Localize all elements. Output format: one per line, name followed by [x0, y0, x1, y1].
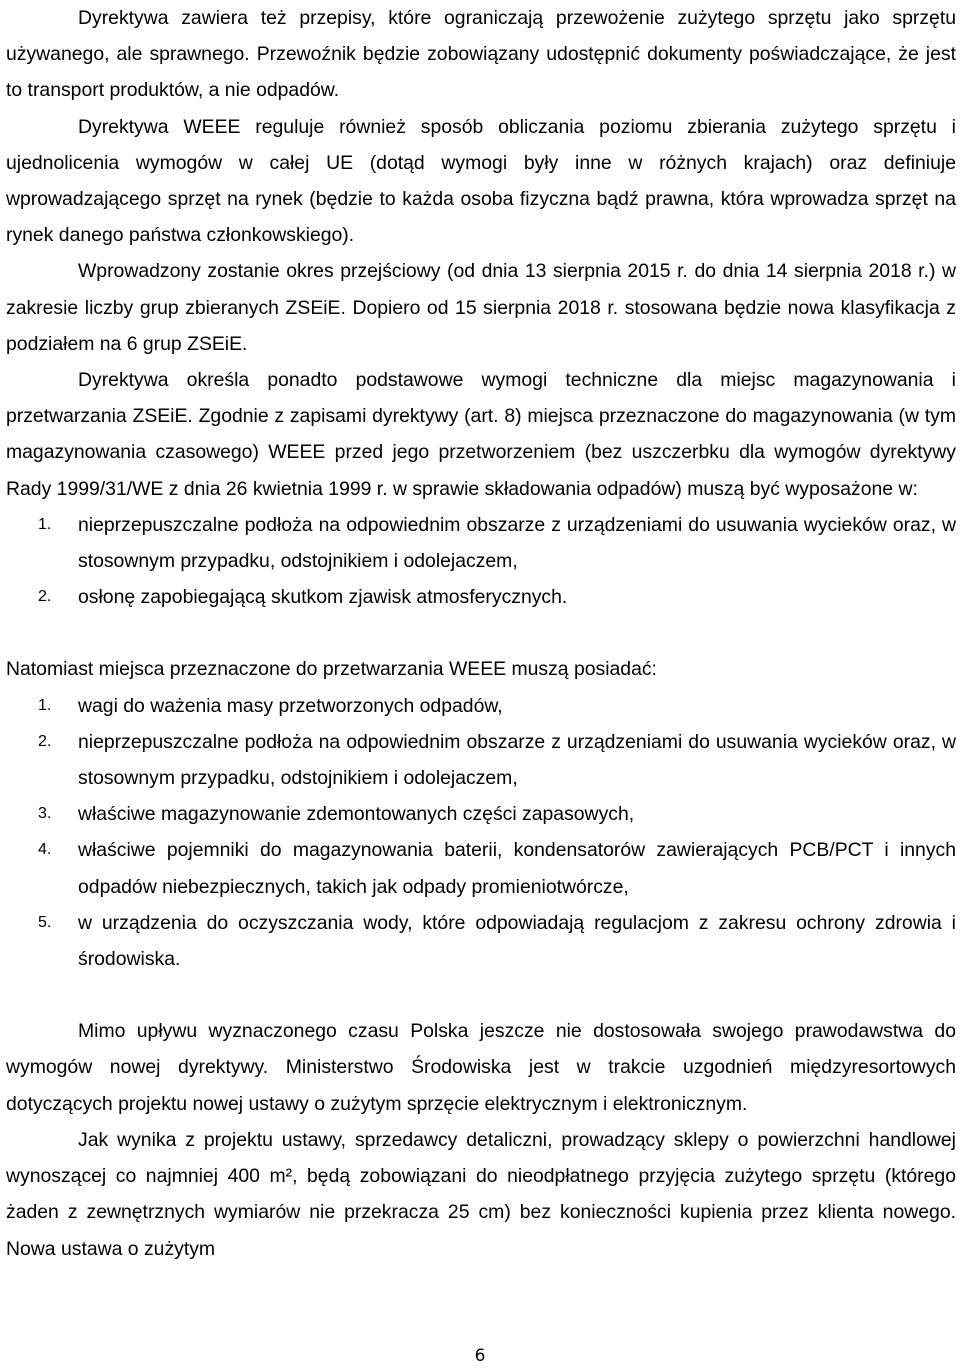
list-item-number: 1.	[38, 696, 52, 714]
list-item-text: nieprzepuszczalne podłoża na odpowiednim obszarze z urządzeniami do usuwania wycieków oraz, w stosownym przypadku, odstojnikiem i odolejaczem,	[78, 730, 956, 790]
paragraph-intro: Dyrektywa zawiera też przepisy, które ograniczają przewożenie zużytego sprzętu jako sprzętu używanego, ale sprawnego. Przewoźnik będzie zobowiązany udostępnić dokumenty poświadczające, że jest to transport produktów, a nie odpadów.	[6, 7, 956, 102]
paragraph-processing-requirements: Natomiast miejsca przeznaczone do przetwarzania WEEE muszą posiadać:	[6, 658, 657, 681]
paragraph-weee-collection: Dyrektywa WEEE reguluje również sposób obliczania poziomu zbierania zużytego sprzętu i ujednolicenia wymogów w całej UE (dotąd wymogi były inne w różnych krajach) oraz definiuje wprowadzającego sprzęt na rynek (będzie to każda osoba fizyczna bądź prawna, która wprowadza sprzęt na rynek danego państwa członkowskiego).	[6, 115, 956, 247]
list-item-number: 2.	[38, 588, 52, 606]
list-item-text: właściwe magazynowanie zdemontowanych części zapasowych,	[78, 803, 635, 826]
page-number: 6	[474, 1346, 486, 1366]
list-item-text: wagi do ważenia masy przetworzonych odpadów,	[78, 694, 503, 717]
list-item	[6, 724, 956, 796]
storage-requirements-list	[6, 507, 956, 616]
list-item	[6, 832, 956, 904]
paragraph-poland-status: Mimo upływu wyznaczonego czasu Polska jeszcze nie dostosowała swojego prawodawstwa do wymogów nowej dyrektywy. Ministerstwo Środowiska jest w trakcie uzgodnień międzyresortowych dotyczących projektu nowej ustawy o zużytym sprzęcie elektrycznym i elektronicznym.	[6, 1020, 956, 1115]
list-item-text: osłonę zapobiegającą skutkom zjawisk atmosferycznych.	[78, 586, 568, 609]
list-item	[6, 579, 956, 615]
list-item-text: w urządzenia do oczyszczania wody, które odpowiadają regulacjom z zakresu ochrony zdrowia i środowiska.	[78, 911, 956, 971]
list-item	[6, 507, 956, 579]
list-item	[6, 796, 956, 832]
list-item-number: 2.	[38, 732, 52, 750]
list-item-number: 5.	[38, 913, 52, 931]
list-item-number: 4.	[38, 841, 52, 859]
list-item-number: 3.	[38, 805, 52, 823]
list-item	[6, 905, 956, 977]
paragraph-transition-period: Wprowadzony zostanie okres przejściowy (od dnia 13 sierpnia 2015 r. do dnia 14 sierpnia 2018 r.) w zakresie liczby grup zbieranych ZSEiE. Dopiero od 15 sierpnia 2018 r. stosowana będzie nowa klasyfikacja z podziałem na 6 grup ZSEiE.	[6, 260, 956, 355]
document-page	[6, 0, 956, 1267]
list-item	[6, 688, 956, 724]
section-spacer	[6, 977, 956, 1013]
paragraph-storage-requirements: Dyrektywa określa ponadto podstawowe wymogi techniczne dla miejsc magazynowania i przetwarzania ZSEiE. Zgodnie z zapisami dyrektywy (art. 8) miejsca przeznaczone do magazynowania (w tym magazynowania czasowego) WEEE przed jego przetworzeniem (bez uszczerbku dla wymogów dyrektywy Rady 1999/31/WE z dnia 26 kwietnia 1999 r. w sprawie składowania odpadów) muszą być wyposażone w:	[6, 369, 956, 500]
list-item-number: 1.	[38, 515, 52, 533]
list-item-text: właściwe pojemniki do magazynowania baterii, kondensatorów zawierających PCB/PCT i innych odpadów niebezpiecznych, takich jak odpady promieniotwórcze,	[78, 839, 956, 898]
list-item-text: nieprzepuszczalne podłoża na odpowiednim obszarze z urządzeniami do usuwania wycieków oraz, w stosownym przypadku, odstojnikiem i odolejaczem,	[78, 513, 956, 573]
section-spacer	[6, 615, 956, 651]
processing-requirements-list	[6, 688, 956, 978]
paragraph-retail-obligations: Jak wynika z projektu ustawy, sprzedawcy detaliczni, prowadzący sklepy o powierzchni handlowej wynoszącej co najmniej 400 m², będą zobowiązani do nieodpłatnego przyjęcia zużytego sprzętu (którego żaden z zewnętrznych wymiarów nie przekracza 25 cm) bez konieczności kupienia przez klienta nowego. Nowa ustawa o zużytym	[6, 1128, 956, 1260]
